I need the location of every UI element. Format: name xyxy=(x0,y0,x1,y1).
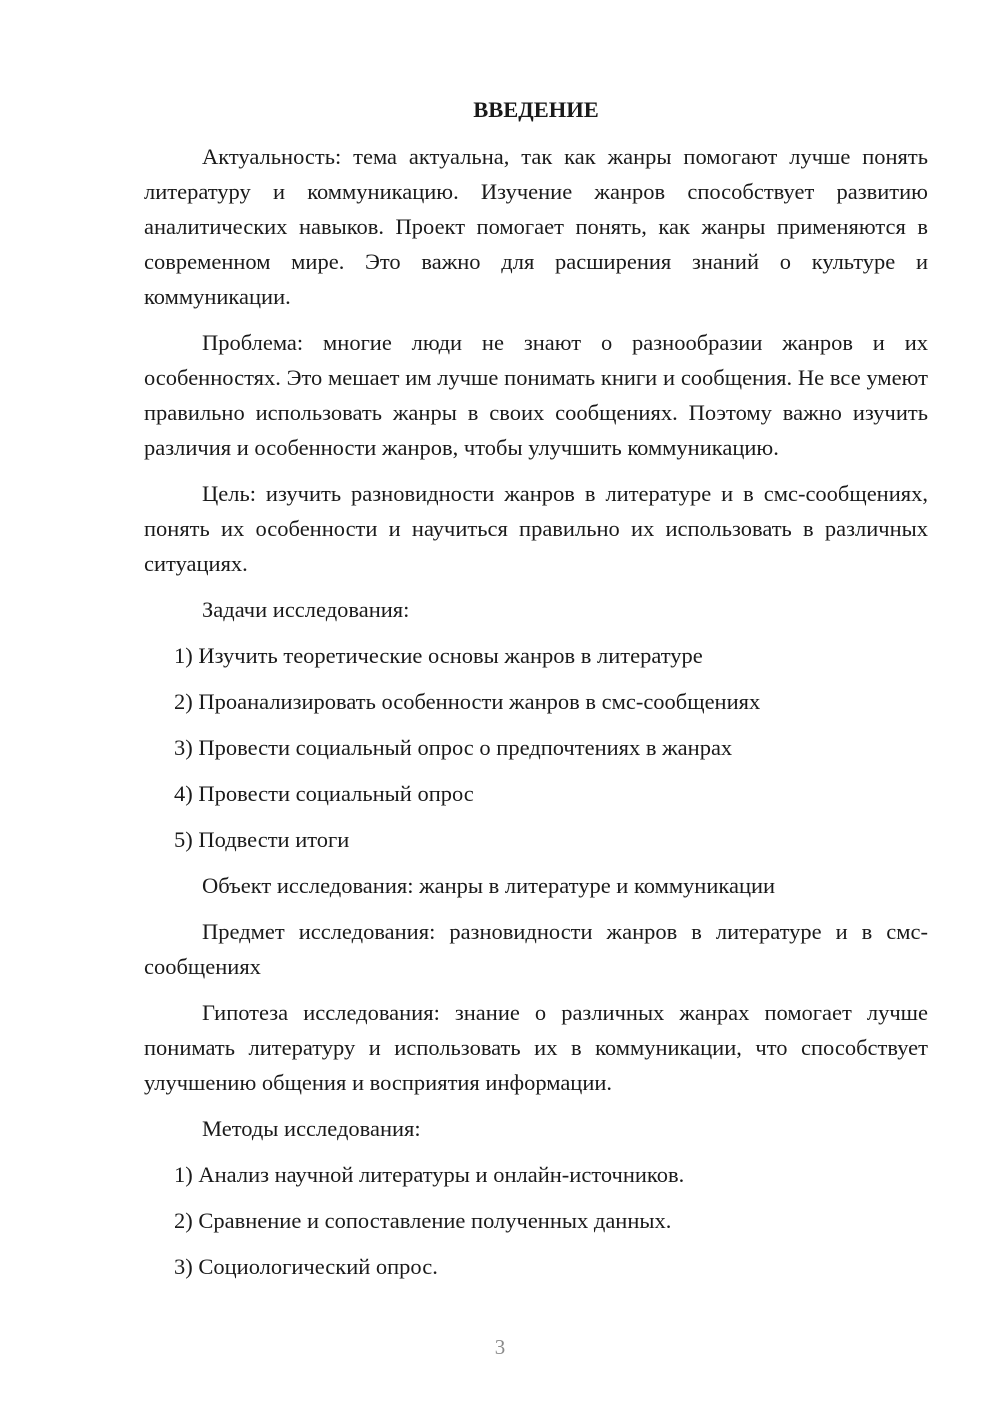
page-title: ВВЕДЕНИЕ xyxy=(473,97,599,122)
methods-label: Методы исследования: xyxy=(202,1116,421,1141)
list-item: 3) Социологический опрос. xyxy=(174,1254,438,1279)
tasks-label: Задачи исследования: xyxy=(202,597,410,622)
list-item: 3) Провести социальный опрос о предпочтениях в жанрах xyxy=(174,735,733,760)
list-item: 5) Подвести итоги xyxy=(174,827,350,852)
tasks-list xyxy=(144,638,928,857)
list-item: 4) Провести социальный опрос xyxy=(174,781,474,806)
hypothesis-paragraph: Гипотеза исследования: знание о различных жанрах помогает лучше понимать литературу и использовать их в коммуникации, что способствует улучшению общения и восприятия информации. xyxy=(144,1000,928,1095)
list-item: 1) Изучить теоретические основы жанров в литературе xyxy=(174,643,703,668)
problem-paragraph: Проблема: многие люди не знают о разнообразии жанров и их особенностях. Это мешает им лучше понимать книги и сообщения. Не все умеют правильно использовать жанры в своих сообщениях. Поэтому важно изучить различия и особенности жанров, чтобы улучшить коммуникацию. xyxy=(144,330,928,460)
object-paragraph: Объект исследования: жанры в литературе и коммуникации xyxy=(202,873,776,898)
document-page xyxy=(144,92,928,1295)
list-item: 1) Анализ научной литературы и онлайн-источников. xyxy=(174,1162,685,1187)
list-item: 2) Сравнение и сопоставление полученных данных. xyxy=(174,1208,672,1233)
subject-paragraph: Предмет исследования: разновидности жанров в литературе и в смс-сообщениях xyxy=(144,919,928,979)
methods-list xyxy=(144,1157,928,1284)
relevance-paragraph: Актуальность: тема актуальна, так как жанры помогают лучше понять литературу и коммуникацию. Изучение жанров способствует развитию аналитических навыков. Проект помогает понять, как жанры применяются в современном мире. Это важно для расширения знаний о культуре и коммуникации. xyxy=(144,144,928,309)
goal-paragraph: Цель: изучить разновидности жанров в литературе и в смс-сообщениях, понять их особенности и научиться правильно их использовать в различных ситуациях. xyxy=(144,481,928,576)
page-number: 3 xyxy=(494,1335,506,1359)
list-item: 2) Проанализировать особенности жанров в смс-сообщениях xyxy=(174,689,761,714)
